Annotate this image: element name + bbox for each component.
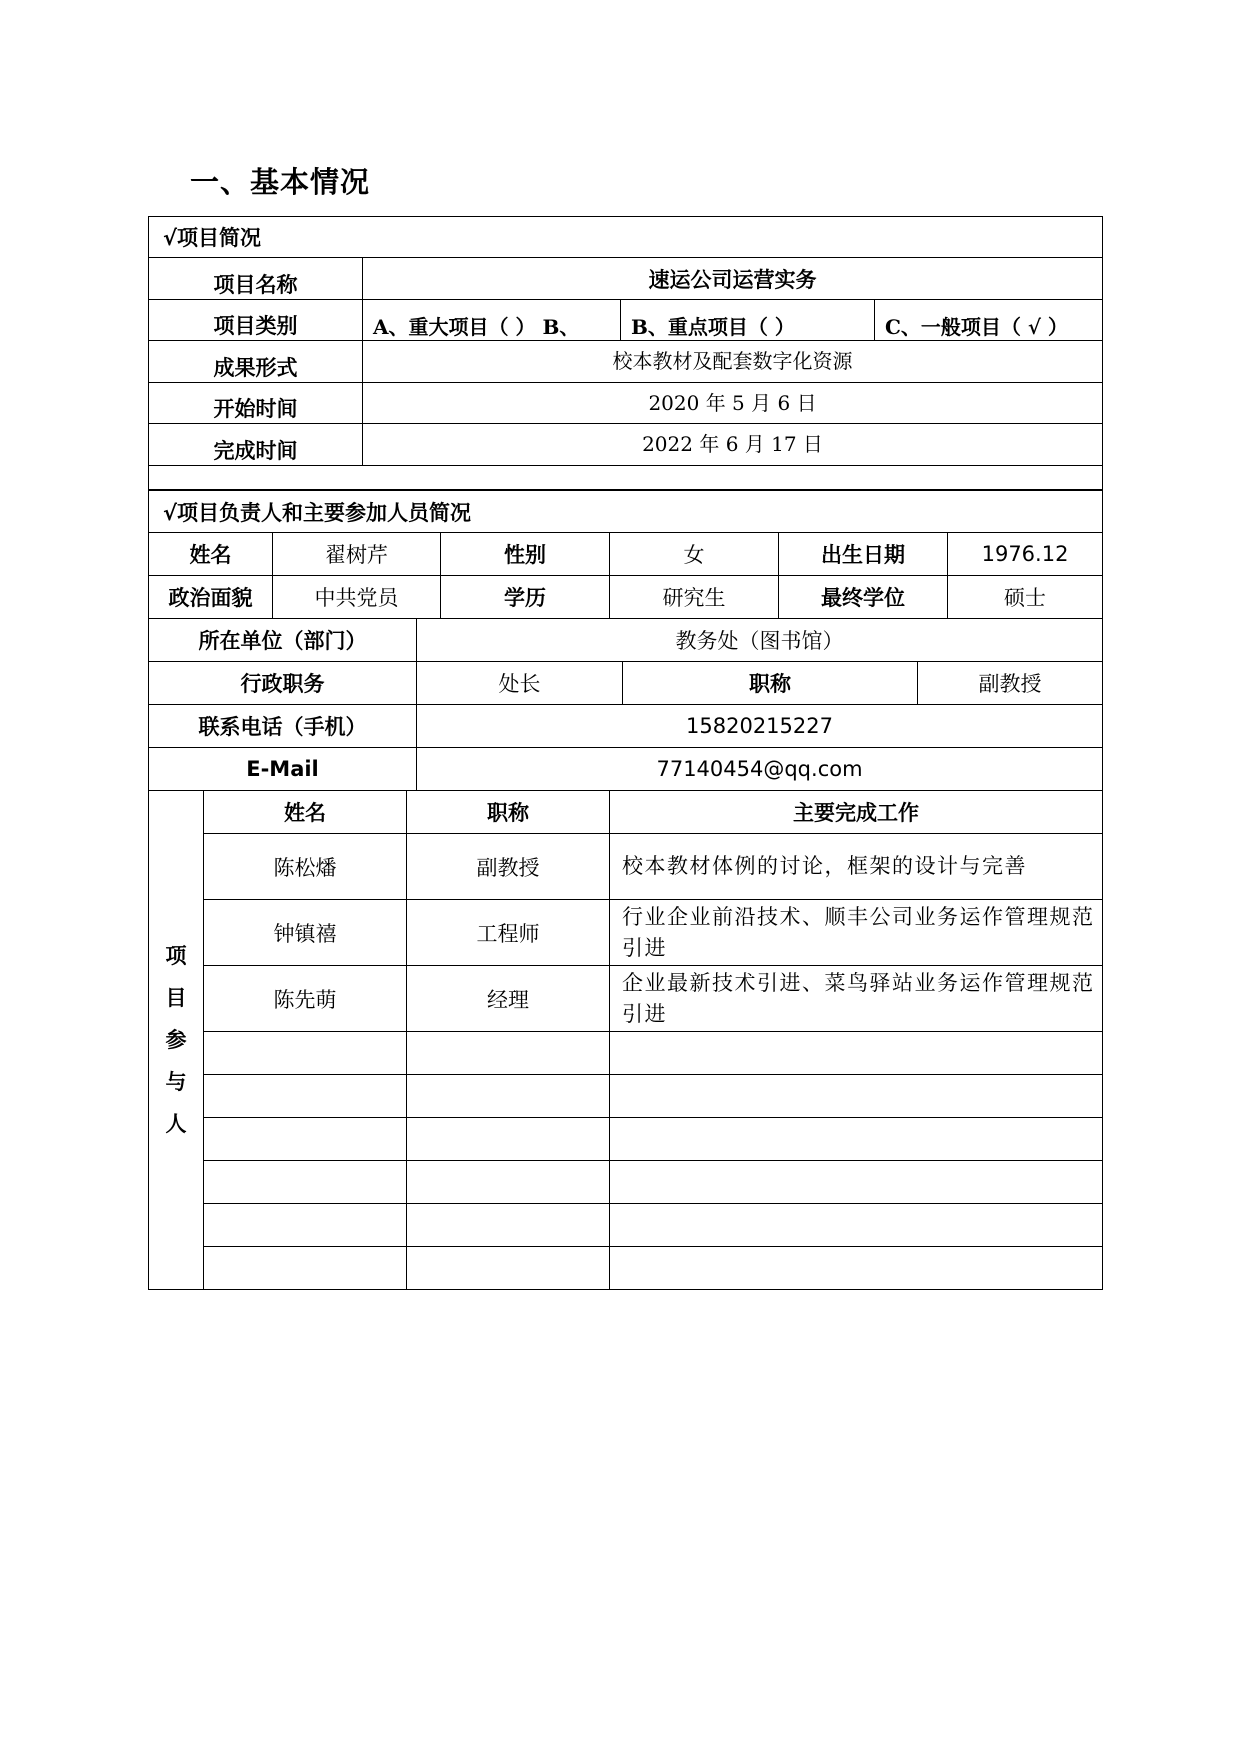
- col-header-work: 主要完成工作: [610, 791, 1103, 834]
- leader-table: [148, 490, 1103, 619]
- category-general-option: C、一般项目（ √ ）: [875, 300, 1103, 341]
- participant-title: 副教授: [407, 834, 610, 900]
- empty-cell: [610, 1204, 1103, 1247]
- phone-label: 联系电话（手机）: [149, 705, 417, 748]
- table-row: [149, 834, 1103, 900]
- leader-contact-table: [148, 618, 1103, 791]
- professional-title-label: 职称: [623, 662, 918, 705]
- project-name-value: 速运公司运营实务: [363, 258, 1103, 300]
- empty-cell: [610, 1247, 1103, 1290]
- empty-cell: [407, 1161, 610, 1204]
- end-time-value: 2022 年 6 月 17 日: [363, 424, 1103, 466]
- participant-work: 行业企业前沿技术、顺丰公司业务运作管理规范引进: [610, 900, 1103, 966]
- project-summary-table: [148, 216, 1103, 490]
- education-value: 研究生: [610, 576, 779, 619]
- side-char: 参: [165, 1028, 187, 1052]
- unit-value: 教务处（图书馆）: [417, 619, 1103, 662]
- col-header-name: 姓名: [204, 791, 407, 834]
- result-form-label: 成果形式: [149, 341, 363, 383]
- empty-cell: [204, 1247, 407, 1290]
- phone-value: 15820215227: [417, 705, 1103, 748]
- empty-cell: [204, 1204, 407, 1247]
- blank-row: [149, 466, 1103, 490]
- degree-value: 硕士: [948, 576, 1103, 619]
- email-label: E-Mail: [149, 748, 417, 791]
- participant-work: 企业最新技术引进、菜鸟驿站业务运作管理规范引进: [610, 966, 1103, 1032]
- table-row: [149, 966, 1103, 1032]
- side-char: 项: [165, 944, 187, 968]
- email-value: 77140454@qq.com: [417, 748, 1103, 791]
- empty-cell: [204, 1075, 407, 1118]
- start-time-label: 开始时间: [149, 383, 363, 424]
- politics-value: 中共党员: [273, 576, 441, 619]
- project-category-label: 项目类别: [149, 300, 363, 341]
- col-header-title: 职称: [407, 791, 610, 834]
- empty-cell: [610, 1161, 1103, 1204]
- participant-name: 陈松燔: [204, 834, 407, 900]
- category-key-option: B、重点项目（ ）: [621, 300, 875, 341]
- leader-name-label: 姓名: [149, 533, 273, 576]
- table-row: [149, 1204, 1103, 1247]
- empty-cell: [407, 1204, 610, 1247]
- empty-cell: [407, 1247, 610, 1290]
- table-row: [149, 1118, 1103, 1161]
- category-major-option: A、重大项目（ ） B、: [363, 300, 621, 341]
- degree-label: 最终学位: [779, 576, 948, 619]
- table-row: [149, 1161, 1103, 1204]
- participant-name: 陈先萌: [204, 966, 407, 1032]
- professional-title-value: 副教授: [918, 662, 1103, 705]
- birth-date-value: 1976.12: [948, 533, 1103, 576]
- table-row: [149, 1075, 1103, 1118]
- project-name-label: 项目名称: [149, 258, 363, 300]
- birth-date-label: 出生日期: [779, 533, 948, 576]
- admin-position-value: 处长: [417, 662, 623, 705]
- unit-label: 所在单位（部门）: [149, 619, 417, 662]
- empty-cell: [204, 1032, 407, 1075]
- participants-side-label: [149, 791, 204, 1290]
- empty-cell: [407, 1118, 610, 1161]
- admin-position-label: 行政职务: [149, 662, 417, 705]
- end-time-label: 完成时间: [149, 424, 363, 466]
- table-row: [149, 1032, 1103, 1075]
- side-char: 与: [165, 1070, 187, 1094]
- participant-name: 钟镇禧: [204, 900, 407, 966]
- participant-work: 校本教材体例的讨论，框架的设计与完善: [610, 834, 1103, 900]
- empty-cell: [407, 1032, 610, 1075]
- table-row: [149, 900, 1103, 966]
- empty-cell: [204, 1118, 407, 1161]
- leader-name-value: 翟树芹: [273, 533, 441, 576]
- empty-cell: [204, 1161, 407, 1204]
- participants-table: [148, 790, 1103, 1290]
- table-row: [149, 1247, 1103, 1290]
- side-char: 人: [165, 1112, 187, 1136]
- result-form-value: 校本教材及配套数字化资源: [363, 341, 1103, 383]
- politics-label: 政治面貌: [149, 576, 273, 619]
- empty-cell: [610, 1075, 1103, 1118]
- empty-cell: [610, 1032, 1103, 1075]
- gender-value: 女: [610, 533, 779, 576]
- participant-title: 经理: [407, 966, 610, 1032]
- page-heading: 一、基本情况: [190, 165, 371, 199]
- start-time-value: 2020 年 5 月 6 日: [363, 383, 1103, 424]
- leader-section-title: √项目负责人和主要参加人员简况: [149, 491, 1103, 533]
- project-section-title: √项目简况: [149, 217, 1103, 258]
- participant-title: 工程师: [407, 900, 610, 966]
- education-label: 学历: [441, 576, 610, 619]
- empty-cell: [610, 1118, 1103, 1161]
- empty-cell: [407, 1075, 610, 1118]
- side-char: 目: [165, 986, 187, 1010]
- gender-label: 性别: [441, 533, 610, 576]
